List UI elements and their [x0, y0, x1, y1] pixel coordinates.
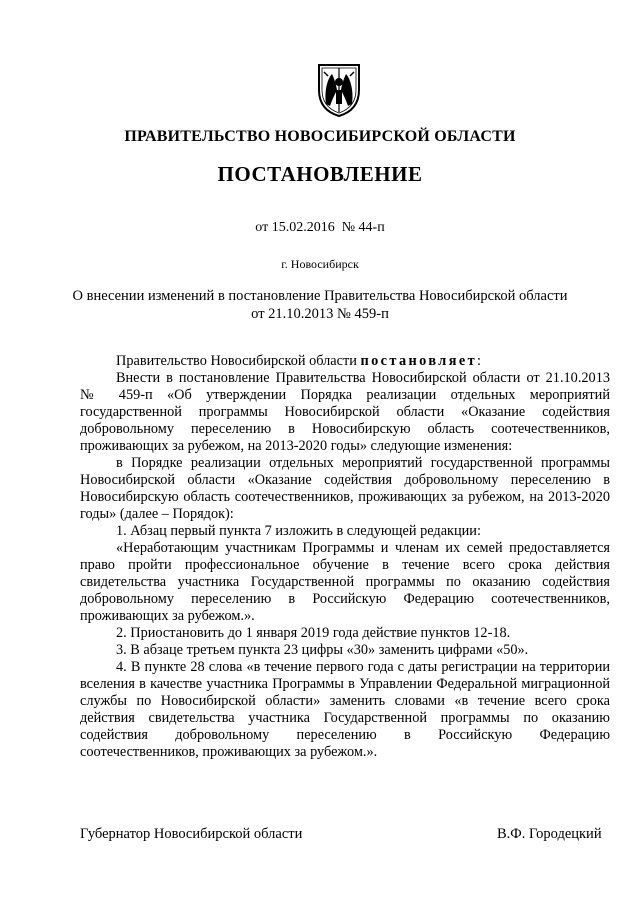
document-subject	[70, 287, 570, 323]
date-number: от 15.02.2016 № 44-п	[255, 220, 385, 235]
body-paragraph: 2. Приостановить до 1 января 2019 года действие пунктов 12-18.	[116, 625, 511, 641]
document-body	[80, 353, 610, 761]
signature-name: В.Ф. Городецкий	[497, 826, 602, 842]
body-paragraph: 3. В абзаце третьем пункта 23 цифры «30» заменить цифрами «50».	[116, 642, 529, 658]
body-paragraph: 4. В пункте 28 слова «в течение первого года с даты регистрации на территории вселения в качестве участника Программы в Управлении Федеральной миграционной службы по Новосибирской области» заменить словами «в течение всего срока действия свидетельства участника Государственной программы по оказанию содействия добровольному переселению в Российскую Федерацию соотечественников, проживающих за рубежом.».	[80, 659, 610, 760]
intro-suffix: :	[477, 353, 482, 369]
intro-decree-word: постановляет	[360, 353, 478, 369]
intro-paragraph	[80, 353, 610, 370]
subject-line-1: О внесении изменений в постановление Правительства Новосибирской области	[72, 288, 568, 304]
signature-position: Губернатор Новосибирской области	[80, 826, 303, 842]
city: г. Новосибирск	[281, 257, 359, 271]
body-paragraph: 1. Абзац первый пункта 7 изложить в следующей редакции:	[116, 523, 481, 539]
subject-line-2: от 21.10.2013 № 459-п	[251, 306, 389, 322]
organization-title: ПРАВИТЕЛЬСТВО НОВОСИБИРСКОЙ ОБЛАСТИ	[124, 128, 516, 145]
intro-prefix: Правительство Новосибирской области	[116, 353, 361, 369]
novosibirsk-coat-of-arms-icon	[316, 60, 362, 118]
body-paragraph: «Неработающим участникам Программы и членам их семей предоставляется право пройти профессиональное обучение в течение всего срока действия свидетельства участника Государственной программы по оказанию содействия добровольному переселению в Российскую Федерацию соотечественников, проживающих за рубежом.».	[80, 540, 610, 624]
body-paragraph: Внести в постановление Правительства Новосибирской области от 21.10.2013 № 459-п «Об утверждении Порядка реализации отдельных мероприятий государственной программы Новосибирской области «Оказание содействия добровольному переселению в Новосибирскую область соотечественников, проживающих за рубежом, на 2013-2020 годы» следующие изменения:	[80, 370, 610, 454]
document-type: ПОСТАНОВЛЕНИЕ	[217, 162, 423, 186]
body-paragraph: в Порядке реализации отдельных мероприятий государственной программы Новосибирской области «Оказание содействия добровольному переселению в Новосибирскую область соотечественников, проживающих за рубежом, на 2013-2020 годы» (далее – Порядок):	[80, 455, 610, 522]
